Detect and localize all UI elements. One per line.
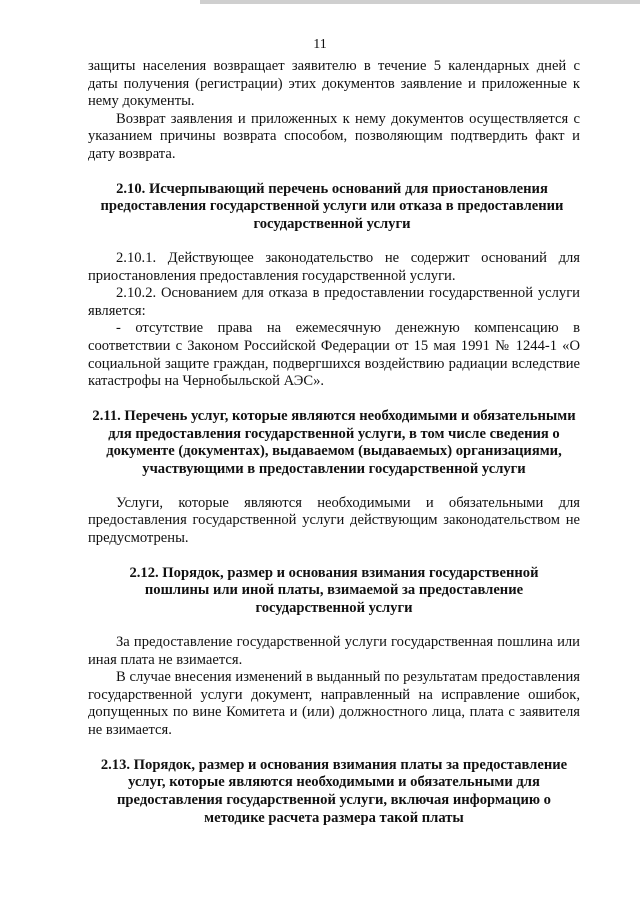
page-number: 11 <box>313 37 327 52</box>
section-2-13-heading: 2.13. Порядок, размер и основания взимания платы за предоставление услуг, которые являются необходимыми и обязательными для предоставления государственной услуги, включая информацию о методике расчета размера такой платы <box>100 756 568 827</box>
section-2-10-paragraph-1: 2.10.1. Действующее законодательство не содержит оснований для приостановления предоставления государственной услуги. <box>88 249 580 284</box>
paragraph-return-method: Возврат заявления и приложенных к нему документов осуществляется с указанием причины возврата способом, позволяющим подтвердить факт и дату возврата. <box>88 110 580 162</box>
scan-edge <box>200 0 640 4</box>
section-2-10-paragraph-3: - отсутствие права на ежемесячную денежную компенсацию в соответствии с Законом Российской Федерации от 15 мая 1991 № 1244-1 «О социальной защите граждан, подвергшихся воздействию радиации вследствие катастрофы на Чернобыльской АЭС». <box>88 320 580 390</box>
section-2-12-paragraph-1: За предоставление государственной услуги государственная пошлина или иная плата не взимается. <box>88 634 580 668</box>
section-2-12-heading: 2.12. Порядок, размер и основания взимания государственной пошлины или иной платы, взимаемой за предоставление государственной услуги <box>129 564 539 617</box>
section-2-10-paragraph-2: 2.10.2. Основанием для отказа в предоставлении государственной услуги является: <box>88 285 580 319</box>
document-body <box>88 58 580 828</box>
section-2-11-paragraph-1: Услуги, которые являются необходимыми и обязательными для предоставления государственной услуги действующим законодательством не предусмотрены. <box>88 494 580 547</box>
section-2-12-paragraph-2: В случае внесения изменений в выданный по результатам предоставления государственной услуги документ, направленный на исправление ошибок, допущенных по вине Комитета и (или) должностного лица, плата с заявителя не взимается. <box>88 669 580 739</box>
paragraph-return-continued: защиты населения возвращает заявителю в течение 5 календарных дней с даты получения (регистрации) этих документов заявление и приложенные к нему документы. <box>88 58 580 110</box>
section-2-11-heading: 2.11. Перечень услуг, которые являются необходимыми и обязательными для предоставления государственной услуги, в том числе сведения о документе (документах), выдаваемом (выдаваемых) организациями, участвующими в предоставлении государственной услуги <box>92 407 576 478</box>
section-2-10-heading: 2.10. Исчерпывающий перечень оснований для приостановления предоставления государственной услуги или отказа в предоставлении государственной услуги <box>100 180 564 233</box>
